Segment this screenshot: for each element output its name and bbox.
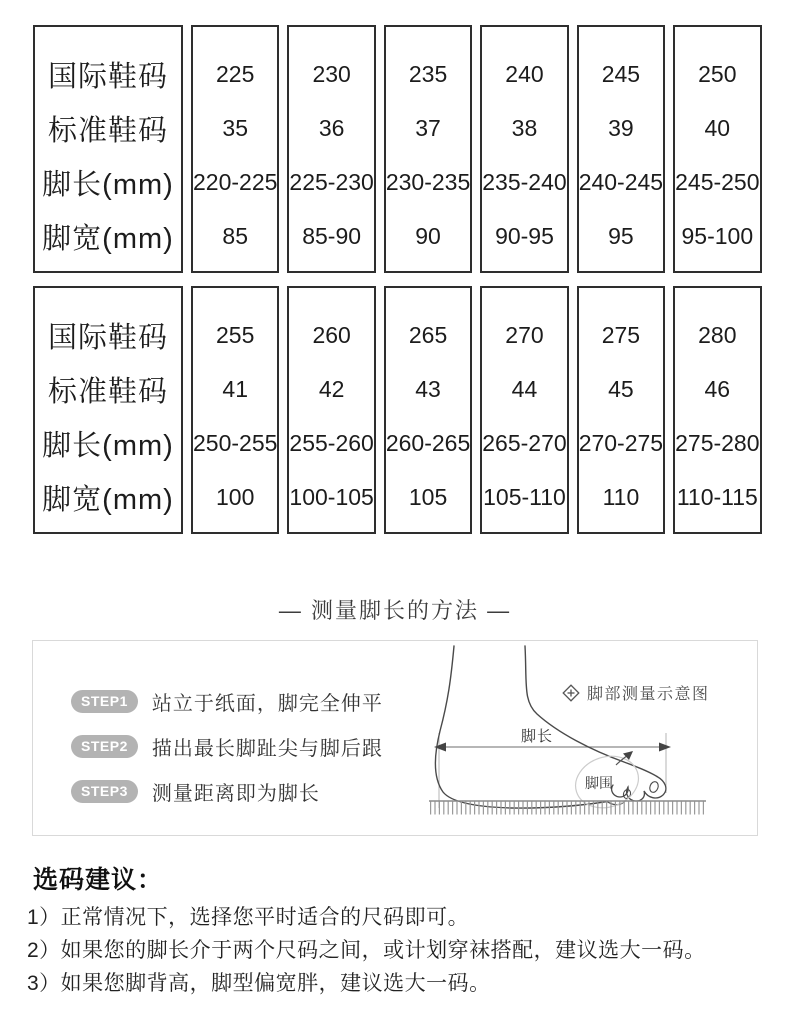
advice-item: 3）如果您脚背高，脚型偏宽胖，建议选大一码。 [27,972,491,995]
size-value: 240-245 [578,168,664,195]
size-value: 245 [601,60,641,87]
step-row [71,777,383,806]
size-value: 85-90 [302,222,362,249]
size-value: 100-105 [289,483,374,510]
size-value: 270-275 [578,429,664,456]
size-value: 230-235 [385,168,471,195]
size-value: 95-100 [681,222,754,249]
size-value: 240 [505,60,544,87]
size-column [287,286,375,534]
size-value: 250-255 [193,429,278,456]
step-row [71,732,383,761]
size-column [384,25,472,273]
size-value: 225-230 [289,168,374,195]
row-label: 脚长(mm) [42,168,174,201]
size-value: 280 [698,321,737,348]
steps-list [71,687,383,806]
size-table-header-column [33,286,183,534]
row-label: 脚宽(mm) [42,222,174,255]
size-value: 37 [415,114,441,141]
step-text: 站立于纸面，脚完全伸平 [151,693,383,715]
size-value: 255 [216,321,255,348]
size-value: 235-240 [482,168,567,195]
row-label: 脚宽(mm) [42,483,174,516]
size-column [577,286,665,534]
size-value: 90 [415,222,441,249]
size-value: 260 [312,321,351,348]
size-column [191,25,279,273]
size-value: 95 [608,222,634,249]
row-label: 标准鞋码 [47,114,168,147]
measure-section [32,640,758,836]
size-table-header-column [33,25,183,273]
size-value: 110-115 [676,483,758,510]
size-value: 43 [415,375,441,402]
size-value: 230 [312,60,351,87]
size-value: 41 [222,375,248,402]
foot-length-label: 脚长 [521,728,554,745]
step-badge: STEP3 [71,780,138,803]
row-label: 国际鞋码 [47,60,168,93]
size-column [673,25,761,273]
advice-item: 1）正常情况下，选择您平时适合的尺码即可。 [27,906,470,929]
size-value: 42 [318,375,345,402]
size-value: 46 [704,375,731,402]
size-value: 110 [602,483,640,510]
diamond-cross-icon [563,685,579,701]
foot-measure-diagram [421,641,741,831]
size-value: 255-260 [289,429,374,456]
step-badge: STEP2 [71,735,138,758]
advice-heading: 选码建议： [33,866,164,894]
size-value: 270 [505,321,544,348]
size-value: 36 [318,114,345,141]
step-text: 测量距离即为脚长 [151,783,320,805]
size-value: 35 [222,114,248,141]
size-value: 220-225 [193,168,278,195]
size-value: 235 [408,60,448,87]
foot-girth-label: 脚围 [585,775,613,791]
size-table-1 [33,25,759,273]
size-column [673,286,761,534]
size-value: 38 [511,114,538,141]
step-text: 描出最长脚趾尖与脚后跟 [151,738,383,760]
step-row [71,687,383,716]
size-value: 260-265 [385,429,471,456]
diagram-caption: 脚部测量示意图 [587,686,710,703]
size-value: 265-270 [482,429,567,456]
size-column [384,286,472,534]
size-value: 39 [608,114,634,141]
size-value: 225 [216,60,255,87]
size-column [287,25,375,273]
step-badge: STEP1 [71,690,138,713]
size-value: 265 [408,321,448,348]
measure-method-title: — 测量脚长的方法 — [278,598,512,623]
row-label: 脚长(mm) [42,429,174,462]
size-column [480,25,568,273]
size-value: 44 [511,375,538,402]
size-value: 40 [704,114,731,141]
size-value: 105 [408,483,448,510]
size-table-2 [33,286,759,534]
size-value: 100 [216,483,255,510]
size-value: 250 [698,60,737,87]
row-label: 标准鞋码 [47,375,168,408]
size-value: 275-280 [675,429,760,456]
size-column [191,286,279,534]
size-value: 90-95 [495,222,554,249]
size-value: 275 [601,321,641,348]
row-label: 国际鞋码 [47,321,168,354]
advice-item: 2）如果您的脚长介于两个尺码之间，或计划穿袜搭配，建议选大一码。 [27,939,706,962]
size-column [577,25,665,273]
ruler [429,801,706,808]
size-value: 45 [608,375,634,402]
size-value: 85 [222,222,248,249]
size-value: 245-250 [675,168,760,195]
size-value: 105-110 [483,483,566,510]
size-column [480,286,568,534]
